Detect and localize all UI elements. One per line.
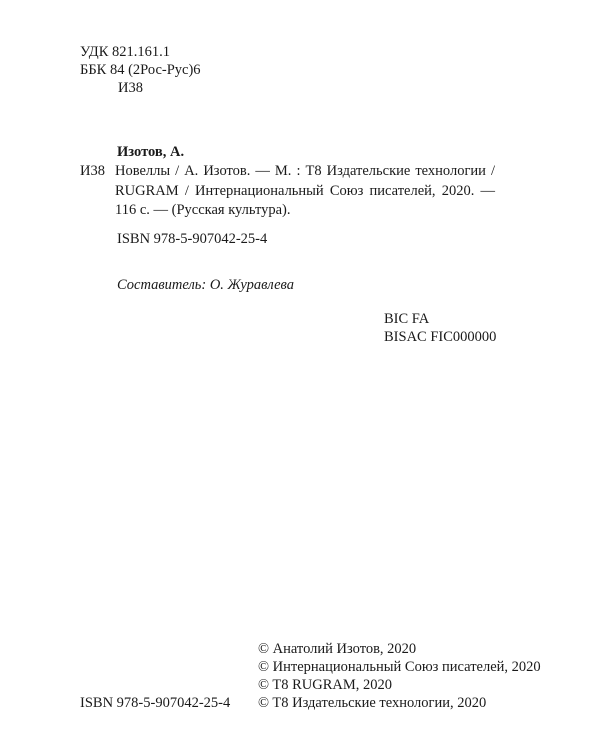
bisac-code: BISAC FIC000000 xyxy=(384,329,497,345)
author-heading: Изотов, А. xyxy=(117,144,185,160)
author-mark-left: И38 xyxy=(80,163,105,179)
copyright-union: © Интернациональный Союз писателей, 2020 xyxy=(258,659,541,675)
udk-code: УДК 821.161.1 xyxy=(80,44,170,60)
bbk-code: ББК 84 (2Рос-Рус)6 xyxy=(80,62,201,78)
isbn-bottom: ISBN 978-5-907042-25-4 xyxy=(80,695,231,711)
copyright-t8: © T8 Издательские технологии, 2020 xyxy=(258,695,487,711)
copyright-author: © Анатолий Изотов, 2020 xyxy=(258,641,417,657)
bic-code: BIC FA xyxy=(384,311,430,327)
author-mark-top: И38 xyxy=(118,80,143,96)
isbn-main: ISBN 978-5-907042-25-4 xyxy=(117,231,268,247)
compiler-credit: Составитель: О. Журавлева xyxy=(117,277,294,293)
copyright-rugram: © T8 RUGRAM, 2020 xyxy=(258,677,393,693)
bibliographic-description: Новеллы / А. Изотов. — М. : T8 Издательские технологии / RUGRAM / Интернациональный Союз писателей, 2020. — 116 с. — (Русская культура). xyxy=(115,163,495,218)
